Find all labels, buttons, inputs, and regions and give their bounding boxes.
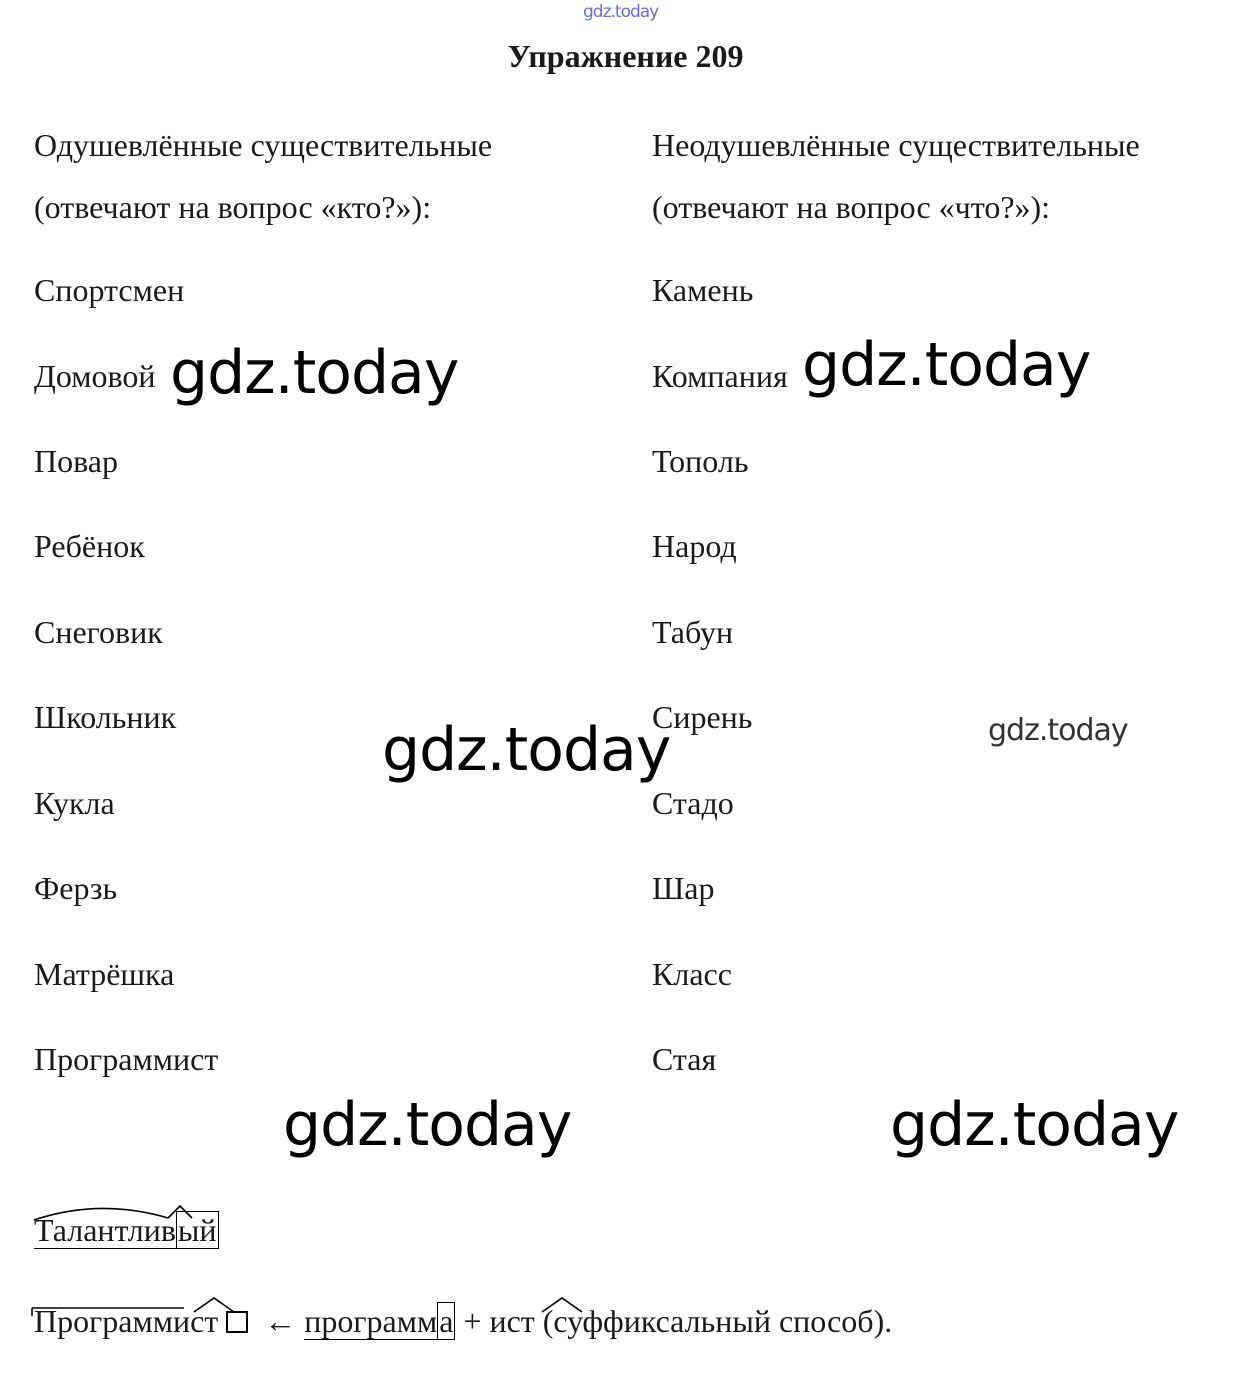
line2-source-ending: а: [439, 1303, 454, 1339]
watermark: gdz.today: [283, 1090, 572, 1160]
line2-word-base: Программ: [34, 1303, 173, 1339]
left-word: Домовой: [34, 358, 156, 394]
morpheme-word-1: [34, 1212, 219, 1249]
line2-source-base: программ: [304, 1303, 438, 1339]
exercise-title: Упражнение 209: [507, 38, 744, 74]
watermark: gdz.today: [170, 338, 459, 408]
right-word: Стая: [652, 1041, 717, 1077]
watermark: gdz.today: [988, 713, 1128, 748]
left-word: Школьник: [34, 699, 177, 735]
left-word: Матрёшка: [34, 956, 175, 992]
left-word: Программист: [34, 1041, 219, 1077]
right-word: Компания: [652, 358, 788, 394]
line2-plus: +: [463, 1303, 482, 1339]
watermark: gdz.today: [382, 715, 671, 785]
right-word: Тополь: [652, 443, 749, 479]
watermark-top: gdz.today: [583, 2, 659, 22]
word1-root: Талантл: [34, 1212, 144, 1248]
left-word: Ферзь: [34, 870, 118, 906]
left-word: Ребёнок: [34, 528, 145, 564]
line2-word-suffix: ист: [172, 1303, 219, 1339]
right-word: Класс: [652, 956, 732, 992]
right-header-line2: (отвечают на вопрос «что?»):: [652, 189, 1051, 225]
left-header-line1: Одушевлённые существительные: [34, 127, 493, 163]
watermark: gdz.today: [890, 1090, 1179, 1160]
right-word: Стадо: [652, 785, 734, 821]
left-word: Снеговик: [34, 614, 163, 650]
right-word: Сирень: [652, 699, 753, 735]
left-word: Повар: [34, 443, 118, 479]
morpheme-line-2: [34, 1303, 892, 1340]
left-word: Кукла: [34, 785, 115, 821]
right-word: Табун: [652, 614, 734, 650]
word1-ending: ый: [177, 1212, 217, 1248]
right-word: Шар: [652, 870, 715, 906]
word1-suffix: ив: [143, 1212, 176, 1248]
watermark: gdz.today: [802, 330, 1091, 400]
right-word: Народ: [652, 528, 737, 564]
line2-method: (суффиксальный способ).: [542, 1303, 893, 1339]
zero-ending-box: [226, 1311, 248, 1333]
left-word: Спортсмен: [34, 272, 185, 308]
right-column-header: [652, 114, 1140, 238]
left-header-line2: (отвечают на вопрос «кто?»):: [34, 189, 432, 225]
arrow-icon: ←: [264, 1303, 297, 1339]
right-word: Камень: [652, 272, 754, 308]
right-header-line1: Неодушевлённые существительные: [652, 127, 1140, 163]
line2-suffix: ист: [489, 1303, 535, 1339]
left-column-header: [34, 114, 492, 238]
